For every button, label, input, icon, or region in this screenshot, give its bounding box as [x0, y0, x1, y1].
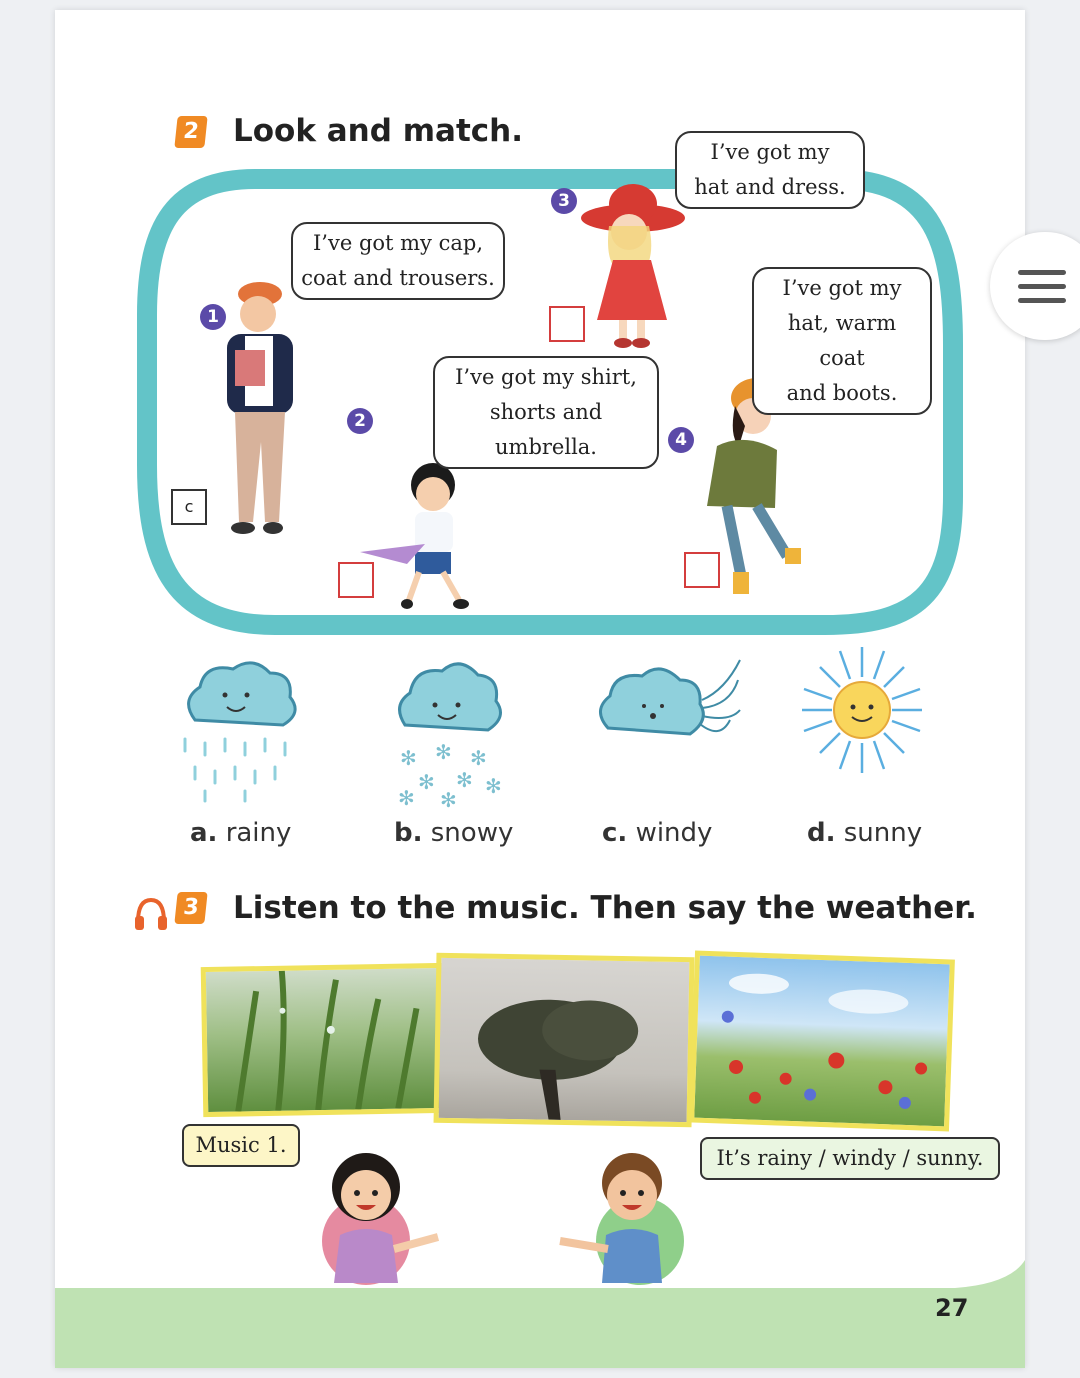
child-2-number: 2	[347, 408, 373, 434]
page-number: 27	[935, 1294, 969, 1322]
weather-label-windy	[602, 818, 712, 848]
weather-letter: d.	[807, 818, 836, 848]
svg-text:✻: ✻	[470, 746, 487, 770]
menu-icon	[1018, 298, 1066, 303]
speech-line: I’ve got my cap,	[313, 231, 483, 255]
weather-label-sunny	[807, 818, 922, 848]
textbook-page	[55, 10, 1025, 1368]
weather-word: windy	[635, 818, 713, 848]
svg-text:✻: ✻	[485, 774, 502, 798]
child-1-speech-bubble	[291, 222, 505, 300]
speech-line: coat and trousers.	[301, 266, 495, 290]
speech-line: I’ve got my shirt,	[455, 365, 637, 389]
menu-icon	[1018, 284, 1066, 289]
snow-cloud-icon	[390, 655, 510, 810]
exercise-2-number: 2	[174, 116, 207, 148]
svg-text:✻: ✻	[456, 768, 473, 792]
weather-label-snowy	[394, 818, 513, 848]
sunny-poppy-field-photo	[689, 951, 955, 1132]
wind-cloud-icon	[590, 650, 750, 750]
child-4-speech-bubble	[752, 267, 932, 415]
svg-text:✻: ✻	[398, 786, 415, 810]
rainy-grass-photo	[201, 963, 446, 1117]
speech-line: I’ve got my	[782, 276, 902, 300]
child-2-speech-bubble	[433, 356, 659, 469]
speech-line: shorts and umbrella.	[489, 400, 603, 459]
weather-label-rainy	[190, 818, 291, 848]
weather-letter: b.	[394, 818, 423, 848]
weather-word: rainy	[225, 818, 292, 848]
weather-letter: a.	[190, 818, 218, 848]
speech-line: hat and dress.	[694, 175, 846, 199]
child-1-answer-box[interactable]: c	[171, 489, 207, 525]
speech-line: and boots.	[786, 381, 898, 405]
girl-with-red-hat-illustration	[575, 180, 685, 355]
footer-band	[55, 1288, 1025, 1368]
child-3-number: 3	[551, 188, 577, 214]
child-3-speech-bubble	[675, 131, 865, 209]
girl-speech-bubble: Music 1.	[182, 1124, 300, 1167]
exercise-2-title: Look and match.	[233, 113, 523, 149]
child-3-answer-box[interactable]	[549, 306, 585, 342]
sun-icon	[800, 645, 925, 775]
child-4-number: 4	[668, 427, 694, 453]
headphones-icon	[133, 896, 169, 932]
speech-line: I’ve got my	[710, 140, 830, 164]
child-2-answer-box[interactable]	[338, 562, 374, 598]
rain-cloud-icon	[175, 655, 305, 805]
speech-line: hat, warm coat	[787, 311, 897, 370]
menu-icon	[1018, 270, 1066, 275]
boy-speech-bubble: It’s rainy / windy / sunny.	[700, 1137, 1000, 1180]
weather-word: snowy	[430, 818, 514, 848]
svg-text:✻: ✻	[400, 746, 417, 770]
child-4-answer-box[interactable]	[684, 552, 720, 588]
svg-text:✻: ✻	[435, 740, 452, 764]
svg-text:✻: ✻	[440, 788, 457, 810]
exercise-3-title: Listen to the music. Then say the weather.	[233, 890, 977, 926]
weather-letter: c.	[602, 818, 628, 848]
exercise-3-number: 3	[174, 892, 207, 924]
svg-text:✻: ✻	[418, 770, 435, 794]
child-1-number: 1	[200, 304, 226, 330]
weather-word: sunny	[843, 818, 923, 848]
windy-tree-photo	[434, 953, 695, 1127]
boy-with-umbrella-illustration	[355, 460, 485, 610]
